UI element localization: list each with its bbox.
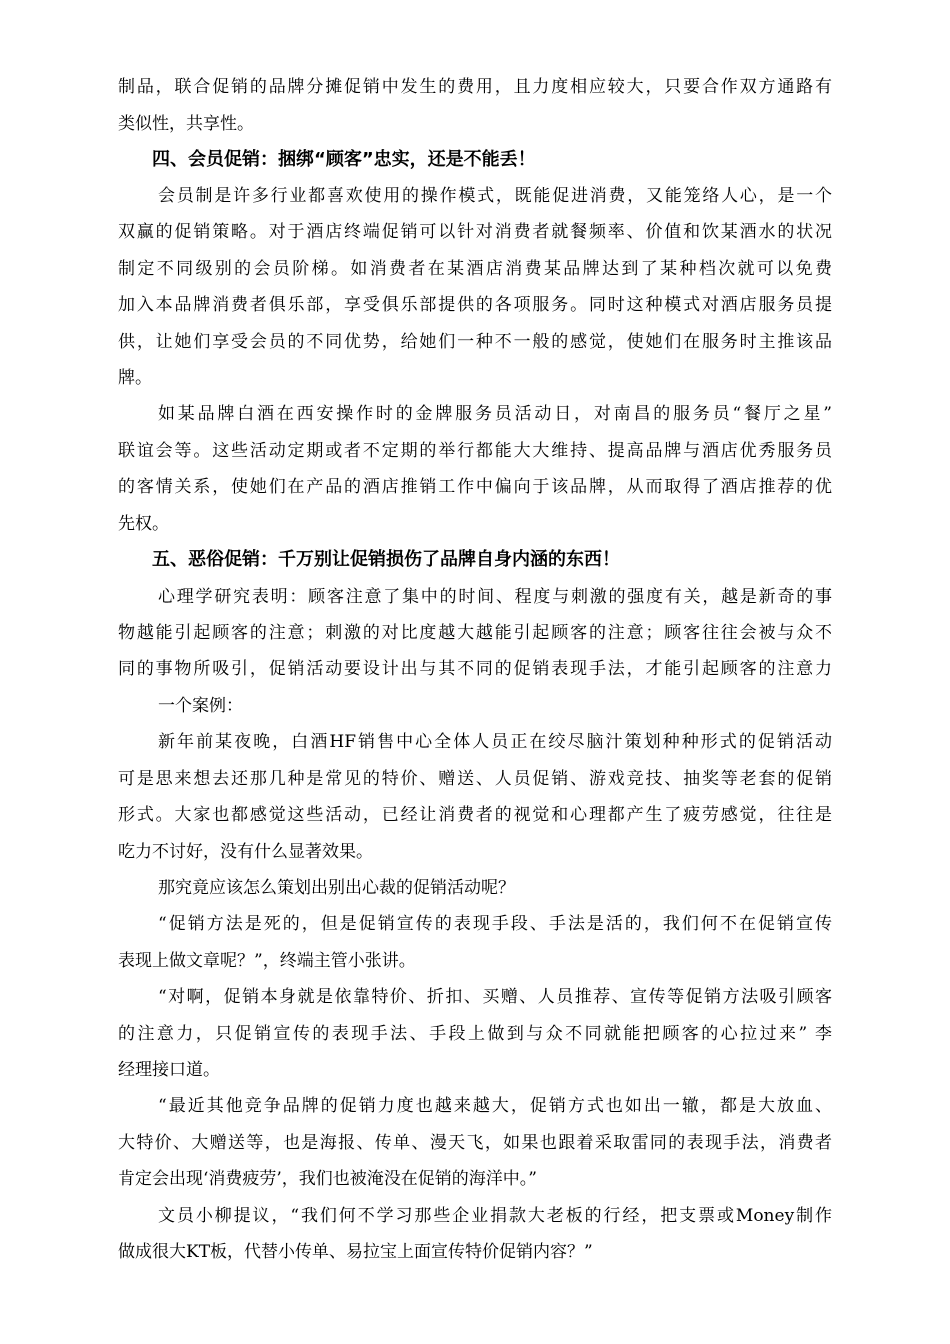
text-line: 可是思来想去还那几种是常见的特价、赠送、人员促销、游戏竞技、抽奖等老套的促销: [118, 769, 832, 789]
section-heading-vulgar-promotion: 五、恶俗促销：千万别让促销损伤了品牌自身内涵的东西！: [152, 549, 620, 570]
text-line: 大特价、大赠送等，也是海报、传单、漫天飞，如果也跟着采取雷同的表现手法，消费者: [118, 1133, 832, 1153]
text-line: 供，让她们享受会员的不同优势，给她们一种不一般的感觉，使她们在服务时主推该品: [118, 332, 832, 352]
text-line: 牌。: [118, 368, 152, 388]
text-line: 肯定会出现‘消费疲劳’，我们也被淹没在促销的海洋中。”: [118, 1169, 537, 1189]
text-line: 新年前某夜晚，白酒HF销售中心全体人员正在绞尽脑汁策划种种形式的促销活动: [158, 732, 832, 752]
section-heading-membership: 四、会员促销：捆绑“顾客”忠实，还是不能丢！: [152, 149, 536, 170]
text-line: 双赢的促销策略。对于酒店终端促销可以针对消费者就餐频率、价值和饮某酒水的状况: [118, 222, 832, 242]
text-line: 的注意力，只促销宣传的表现手法、手段上做到与众不同就能把顾客的心拉过来” 李: [118, 1024, 832, 1044]
text-line: 那究竟应该怎么策划出别出心裁的促销活动呢？: [158, 878, 515, 898]
text-line: 如某品牌白酒在西安操作时的金牌服务员活动日，对南昌的服务员“餐厅之星”: [158, 404, 832, 424]
text-line: 制定不同级别的会员阶梯。如消费者在某酒店消费某品牌达到了某种档次就可以免费: [118, 259, 832, 279]
text-line: 一个案例：: [158, 696, 243, 716]
text-line: 制品，联合促销的品牌分摊促销中发生的费用，且力度相应较大，只要合作双方通路有: [118, 77, 832, 97]
text-line: 做成很大KT板，代替小传单、易拉宝上面宣传特价促销内容？”: [118, 1242, 593, 1262]
text-line: 文员小柳提议，“我们何不学习那些企业捐款大老板的行经，把支票或Money制作: [158, 1206, 832, 1226]
text-line: 物越能引起顾客的注意；刺激的对比度越大越能引起顾客的注意；顾客往往会被与众不: [118, 623, 832, 643]
text-line: “最近其他竞争品牌的促销力度也越来越大，促销方式也如出一辙，都是大放血、: [158, 1096, 832, 1116]
text-line: “对啊，促销本身就是依靠特价、折扣、买赠、人员推荐、宣传等促销方法吸引顾客: [158, 987, 832, 1007]
text-line: 吃力不讨好，没有什么显著效果。: [118, 842, 373, 862]
text-line: 同的事物所吸引，促销活动要设计出与其不同的促销表现手法，才能引起顾客的注意力: [118, 659, 832, 679]
text-line: 联谊会等。这些活动定期或者不定期的举行都能大大维持、提高品牌与酒店优秀服务员: [118, 441, 832, 461]
text-line: 类似性，共享性。: [118, 114, 254, 134]
text-line: 心理学研究表明：顾客注意了集中的时间、程度与刺激的强度有关，越是新奇的事: [158, 587, 832, 607]
text-line: 表现上做文章呢？”，终端主管小张讲。: [118, 951, 416, 971]
text-line: 形式。大家也都感觉这些活动，已经让消费者的视觉和心理都产生了疲劳感觉，往往是: [118, 805, 832, 825]
text-line: 的客情关系，使她们在产品的酒店推销工作中偏向于该品牌，从而取得了酒店推荐的优: [118, 477, 832, 497]
text-line: 会员制是许多行业都喜欢使用的操作模式，既能促进消费，又能笼络人心，是一个: [158, 186, 832, 206]
text-line: “促销方法是死的，但是促销宣传的表现手段、手法是活的，我们何不在促销宣传: [158, 914, 832, 934]
text-line: 加入本品牌消费者俱乐部，享受俱乐部提供的各项服务。同时这种模式对酒店服务员提: [118, 295, 832, 315]
text-line: 先权。: [118, 514, 169, 534]
text-line: 经理接口道。: [118, 1060, 220, 1080]
